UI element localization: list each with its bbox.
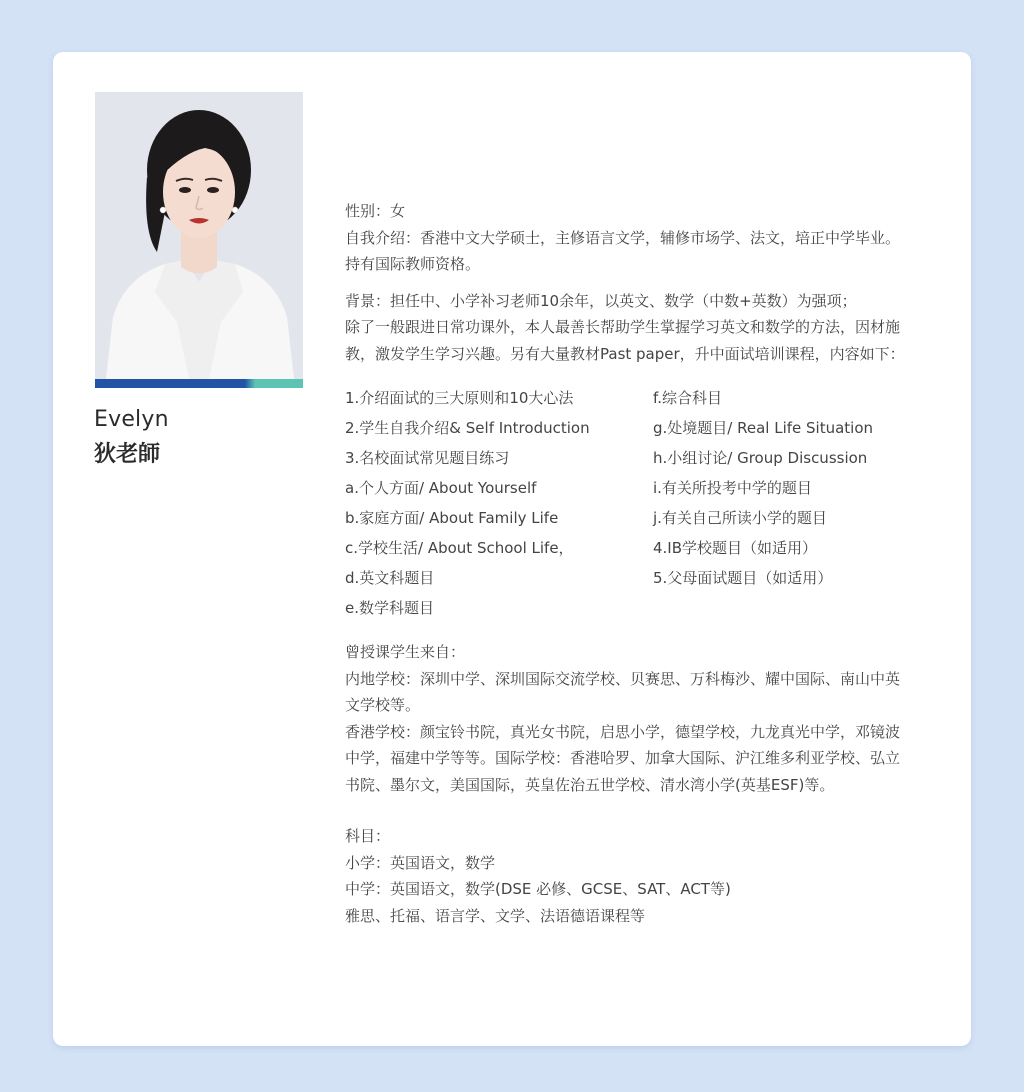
list-item: j.有关自己所读小学的题目	[653, 509, 827, 527]
hongkong-schools-text: 香港学校：颜宝铃书院，真光女书院，启思小学，德望学校，九龙真光中学，邓镜波中学，福建中学等等。国际学校：香港哈罗、加拿大国际、沪江维多利亚学校、弘立书院、墨尔文，美国国际，英皇佐治五世学校、清水湾小学(英基ESF)等。	[345, 722, 901, 794]
teacher-name-english: Evelyn	[94, 407, 169, 432]
list-item: d.英文科题目	[345, 569, 435, 587]
profile-card	[53, 52, 971, 1046]
list-item: 5.父母面试题目（如适用）	[653, 569, 833, 587]
teacher-name-chinese: 狄老師	[94, 442, 161, 467]
profile-content	[345, 198, 905, 929]
teacher-portrait-photo	[95, 92, 303, 388]
background-detail-text: 除了一般跟进日常功课外，本人最善长帮助学生掌握学习英文和数学的方法，因材施教，激发学生学习兴趣。另有大量教材Past paper，升中面试培训课程，内容如下：	[345, 318, 905, 363]
list-item: g.处境题目/ Real Life Situation	[653, 419, 874, 437]
subjects-secondary: 中学：英国语文，数学(DSE 必修、GCSE、SAT、ACT等)	[345, 880, 731, 898]
list-item: e.数学科题目	[345, 599, 434, 617]
list-item: i.有关所投考中学的题目	[653, 479, 812, 497]
course-list-left	[345, 383, 653, 623]
self-intro-text: 自我介绍：香港中文大学硕士，主修语言文学，辅修市场学、法文，培正中学毕业。持有国际教师资格。	[345, 228, 901, 273]
students-heading: 曾授课学生来自：	[345, 643, 466, 661]
subjects-primary: 小学：英国语文，数学	[345, 853, 496, 872]
list-item: b.家庭方面/ About Family Life	[345, 509, 559, 527]
list-item: f.综合科目	[653, 389, 722, 407]
list-item: a.个人方面/ About Yourself	[345, 479, 537, 497]
course-list-right	[653, 383, 905, 623]
list-item: c.学校生活/ About School Life，	[345, 539, 574, 557]
list-item: 2.学生自我介绍& Self Introduction	[345, 419, 590, 437]
list-item: h.小组讨论/ Group Discussion	[653, 449, 868, 467]
gender-text: 性别：女	[345, 202, 406, 220]
photo-accent-bar	[95, 379, 303, 388]
list-item: 1.介绍面试的三大原则和10大心法	[345, 389, 574, 407]
course-list	[345, 383, 905, 623]
list-item: 3.名校面试常见题目练习	[345, 449, 510, 467]
subjects-heading: 科目：	[345, 827, 391, 845]
mainland-schools-text: 内地学校：深圳中学、深圳国际交流学校、贝赛思、万科梅沙、耀中国际、南山中英文学校等。	[345, 669, 901, 714]
subjects-other: 雅思、托福、语言学、文学、法语德语课程等	[345, 906, 646, 925]
background-text: 背景：担任中、小学补习老师10余年，以英文、数学（中数+英数）为强项；	[345, 291, 857, 310]
list-item: 4.IB学校题目（如适用）	[653, 539, 818, 557]
